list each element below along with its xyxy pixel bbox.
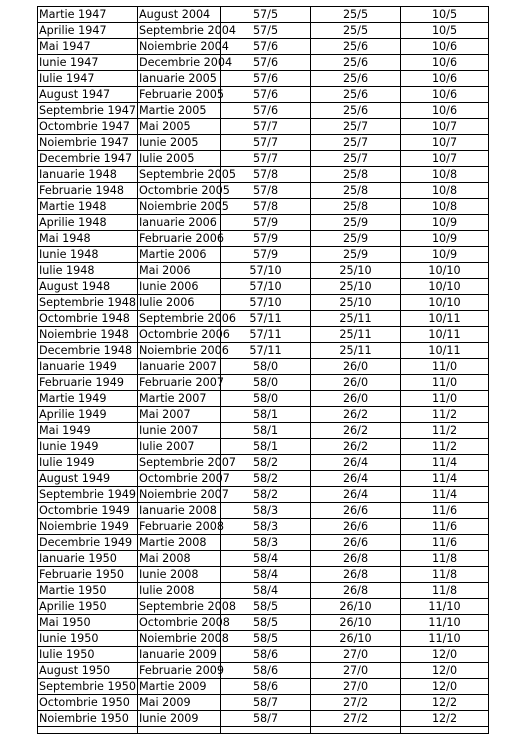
table-cell: Martie 1950: [38, 583, 138, 599]
table-cell: 11/8: [401, 551, 489, 567]
table-cell: 25/11: [311, 327, 401, 343]
table-cell: 58/0: [221, 391, 311, 407]
table-cell: 11/4: [401, 455, 489, 471]
table-cell: 25/8: [311, 167, 401, 183]
table-cell: 25/8: [311, 199, 401, 215]
table-cell-empty: [38, 727, 138, 734]
table-row: [38, 503, 489, 519]
table-cell: 10/8: [401, 167, 489, 183]
table-cell: 26/2: [311, 423, 401, 439]
table-cell: 25/10: [311, 279, 401, 295]
table-row: [38, 695, 489, 711]
table-row: [38, 247, 489, 263]
table-cell: 11/8: [401, 567, 489, 583]
table-cell: Noiembrie 1950: [38, 711, 138, 727]
table-cell: 10/7: [401, 151, 489, 167]
table-cell: 57/9: [221, 215, 311, 231]
table-row-partial: [38, 727, 489, 734]
table-cell: 12/0: [401, 647, 489, 663]
table-row: [38, 119, 489, 135]
table-cell: 11/2: [401, 423, 489, 439]
table-row: [38, 599, 489, 615]
table-cell: Ianuarie 1949: [38, 359, 138, 375]
table-cell: Decembrie 1947: [38, 151, 138, 167]
table-cell: 11/6: [401, 503, 489, 519]
table-cell: 11/6: [401, 535, 489, 551]
table-cell: 11/10: [401, 615, 489, 631]
table-row: [38, 487, 489, 503]
table-cell: Septembrie 2005: [139, 168, 236, 181]
table-cell: Decembrie 2004: [139, 56, 233, 69]
table-cell: Ianuarie 1950: [38, 551, 138, 567]
table-cell: Mai 2008: [138, 551, 221, 567]
table-cell: 11/10: [401, 631, 489, 647]
table-cell: 10/11: [401, 327, 489, 343]
table-cell: 25/6: [311, 87, 401, 103]
table-cell: 10/11: [401, 343, 489, 359]
table-cell: 11/2: [401, 407, 489, 423]
table-cell: 58/5: [221, 631, 311, 647]
table-row: [38, 135, 489, 151]
table-cell: 57/5: [221, 23, 311, 39]
table-cell: Septembrie 2008: [139, 600, 236, 613]
table-cell: Octombrie 1950: [38, 695, 138, 711]
table-cell: 27/2: [311, 695, 401, 711]
table-cell: 27/2: [311, 711, 401, 727]
table-cell: 12/0: [401, 679, 489, 695]
table-row: [38, 631, 489, 647]
table-cell: Martie 2005: [138, 103, 221, 119]
table-cell: 11/0: [401, 391, 489, 407]
table-cell: Octombrie 1947: [38, 119, 138, 135]
table-cell: 58/5: [221, 615, 311, 631]
table-cell: 25/6: [311, 39, 401, 55]
table-cell: Mai 1947: [38, 39, 138, 55]
table-cell: Februarie 1950: [38, 567, 138, 583]
table-cell: Iulie 1948: [38, 263, 138, 279]
table-cell: 10/11: [401, 311, 489, 327]
table-cell: Iunie 2009: [138, 711, 221, 727]
table-cell: 10/5: [401, 23, 489, 39]
table-cell: Noiembrie 2007: [139, 488, 229, 501]
table-cell: 25/9: [311, 231, 401, 247]
table-cell: Aprilie 1948: [38, 215, 138, 231]
table-cell: 57/7: [221, 151, 311, 167]
table-cell: 10/6: [401, 55, 489, 71]
table-cell: 25/6: [311, 103, 401, 119]
table-cell: Mai 1949: [38, 423, 138, 439]
table-cell: 26/8: [311, 567, 401, 583]
table-cell: 11/0: [401, 375, 489, 391]
table-cell: 57/6: [221, 39, 311, 55]
table-cell: Iunie 2005: [138, 135, 221, 151]
table-cell: 57/9: [221, 247, 311, 263]
table-cell: 25/7: [311, 135, 401, 151]
table-row: [38, 711, 489, 727]
table-cell: Aprilie 1947: [38, 23, 138, 39]
table-cell: Februarie 2008: [139, 520, 224, 533]
table-cell: 26/0: [311, 359, 401, 375]
table-cell: Aprilie 1950: [38, 599, 138, 615]
table-cell: Septembrie 2007: [139, 456, 236, 469]
table-cell: 10/6: [401, 103, 489, 119]
table-cell: 57/11: [221, 311, 311, 327]
table-cell: 26/2: [311, 439, 401, 455]
table-cell: Noiembrie 2006: [139, 344, 229, 357]
table-cell: 10/9: [401, 215, 489, 231]
table-row: [38, 583, 489, 599]
table-cell: Martie 1949: [38, 391, 138, 407]
table-row: [38, 567, 489, 583]
table-cell: 57/7: [221, 119, 311, 135]
table-cell: August 1948: [38, 279, 138, 295]
table-cell: 26/8: [311, 583, 401, 599]
table-cell: 25/7: [311, 119, 401, 135]
table-cell: 25/6: [311, 55, 401, 71]
table-cell: Martie 1947: [38, 7, 138, 23]
table-cell: 58/7: [221, 695, 311, 711]
table-cell-empty: [221, 727, 311, 734]
table-cell: Februarie 1948: [38, 183, 138, 199]
table-cell: 25/8: [311, 183, 401, 199]
table-row: [38, 295, 489, 311]
table-cell-empty: [138, 727, 221, 734]
table-cell: Martie 2009: [138, 679, 221, 695]
table-row: [38, 391, 489, 407]
table-cell: 10/7: [401, 119, 489, 135]
table-cell: Ianuarie 1948: [38, 167, 138, 183]
table-cell: Decembrie 1948: [38, 343, 138, 359]
table-cell: Ianuarie 2009: [138, 647, 221, 663]
table-cell: Iunie 2007: [138, 423, 221, 439]
table-cell: 27/0: [311, 663, 401, 679]
table-row: [38, 7, 489, 23]
table-cell: 58/7: [221, 711, 311, 727]
table-cell: 57/11: [221, 327, 311, 343]
table-row: [38, 23, 489, 39]
table-cell: 26/6: [311, 503, 401, 519]
table-cell: 26/10: [311, 615, 401, 631]
table-cell: 26/0: [311, 375, 401, 391]
table-cell: Iulie 1950: [38, 647, 138, 663]
table-cell: 58/1: [221, 423, 311, 439]
table-cell: Februarie 2006: [139, 232, 224, 245]
table-cell: Iulie 2007: [138, 439, 221, 455]
table-row: [38, 535, 489, 551]
table-cell: 11/0: [401, 359, 489, 375]
table-cell: Noiembrie 1948: [38, 327, 138, 343]
table-cell: Ianuarie 2006: [138, 215, 221, 231]
table-row: [38, 343, 489, 359]
table-cell: 57/8: [221, 183, 311, 199]
table-cell: 58/3: [221, 519, 311, 535]
table-cell: 58/0: [221, 359, 311, 375]
table-cell: 58/1: [221, 439, 311, 455]
table-cell: 12/2: [401, 711, 489, 727]
table-cell: Decembrie 1949: [38, 535, 138, 551]
table-cell: 25/7: [311, 151, 401, 167]
table-cell: 58/2: [221, 471, 311, 487]
table-cell: 26/6: [311, 535, 401, 551]
table-cell: 27/0: [311, 647, 401, 663]
table-cell: August 1950: [38, 663, 138, 679]
table-cell: Iulie 1947: [38, 71, 138, 87]
table-cell: 57/5: [221, 7, 311, 23]
table-cell: 10/6: [401, 71, 489, 87]
table-cell: 25/5: [311, 7, 401, 23]
table-cell: 10/8: [401, 199, 489, 215]
table-row: [38, 327, 489, 343]
table-cell: 57/8: [221, 167, 311, 183]
table-cell: 57/6: [221, 71, 311, 87]
table-row: [38, 551, 489, 567]
table-row: [38, 663, 489, 679]
table-row: [38, 455, 489, 471]
table-row: [38, 151, 489, 167]
table-cell: 25/5: [311, 23, 401, 39]
table-cell: Ianuarie 2007: [138, 359, 221, 375]
table-cell: 10/5: [401, 7, 489, 23]
table-cell: Iunie 1949: [38, 439, 138, 455]
table-cell: Iulie 2005: [138, 151, 221, 167]
table-cell: 58/4: [221, 551, 311, 567]
table-row: [38, 71, 489, 87]
table-cell: 58/6: [221, 663, 311, 679]
table-cell: Mai 2006: [138, 263, 221, 279]
table-cell: 57/10: [221, 295, 311, 311]
table-cell: 58/6: [221, 647, 311, 663]
table-cell: 26/10: [311, 599, 401, 615]
table-row: [38, 167, 489, 183]
table-row: [38, 407, 489, 423]
table-cell-empty: [401, 727, 489, 734]
table-cell: 58/4: [221, 567, 311, 583]
table-cell: Februarie 2005: [139, 88, 224, 101]
table-cell: 58/4: [221, 583, 311, 599]
table-cell: 57/9: [221, 231, 311, 247]
table-cell: Mai 1948: [38, 231, 138, 247]
table-cell: 11/4: [401, 487, 489, 503]
table-row: [38, 279, 489, 295]
table-cell: Februarie 2009: [139, 664, 224, 677]
table-cell: 10/7: [401, 135, 489, 151]
table-cell: 12/0: [401, 663, 489, 679]
table-cell: 26/4: [311, 487, 401, 503]
table-cell: Iunie 1950: [38, 631, 138, 647]
table-cell: 11/6: [401, 519, 489, 535]
table-cell: 25/10: [311, 295, 401, 311]
table-cell: Septembrie 2006: [139, 312, 236, 325]
table-cell: 26/6: [311, 519, 401, 535]
table-cell: 11/8: [401, 583, 489, 599]
table-cell-empty: [311, 727, 401, 734]
table-cell: 58/6: [221, 679, 311, 695]
table-cell: Martie 1948: [38, 199, 138, 215]
table-cell: 25/10: [311, 263, 401, 279]
table-cell: Martie 2008: [138, 535, 221, 551]
table-row: [38, 55, 489, 71]
table-cell: Noiembrie 1947: [38, 135, 138, 151]
table-cell: 10/8: [401, 183, 489, 199]
table-cell: 26/8: [311, 551, 401, 567]
table-cell: Iunie 2008: [138, 567, 221, 583]
table-cell: Octombrie 1949: [38, 503, 138, 519]
table-cell: Ianuarie 2005: [138, 71, 221, 87]
table-row: [38, 199, 489, 215]
table-cell: August 2004: [138, 7, 221, 23]
table-cell: Septembrie 2004: [139, 24, 236, 37]
table-cell: 25/6: [311, 71, 401, 87]
table-row: [38, 647, 489, 663]
table-cell: 58/3: [221, 503, 311, 519]
table-cell: Noiembrie 2004: [139, 40, 229, 53]
table-cell: Martie 2007: [138, 391, 221, 407]
table-cell: 10/9: [401, 231, 489, 247]
table-row: [38, 215, 489, 231]
table-cell: Aprilie 1949: [38, 407, 138, 423]
table-cell: Iunie 1948: [38, 247, 138, 263]
table-cell: 57/11: [221, 343, 311, 359]
table-cell: Noiembrie 2008: [139, 632, 229, 645]
table-cell: 10/10: [401, 279, 489, 295]
table-cell: 10/9: [401, 247, 489, 263]
table-cell: 58/2: [221, 487, 311, 503]
table-cell: Octombrie 2006: [139, 328, 230, 341]
table-row: [38, 615, 489, 631]
table-row: [38, 423, 489, 439]
table-cell: 10/10: [401, 295, 489, 311]
table-cell: 25/11: [311, 311, 401, 327]
table-cell: August 1949: [38, 471, 138, 487]
table-cell: Martie 2006: [138, 247, 221, 263]
table-cell: 57/6: [221, 103, 311, 119]
table-row: [38, 39, 489, 55]
table-cell: Mai 2007: [138, 407, 221, 423]
table-cell: 26/2: [311, 407, 401, 423]
table-cell: 57/7: [221, 135, 311, 151]
table-cell: Septembrie 1950: [39, 680, 136, 693]
table-cell: 57/10: [221, 279, 311, 295]
table-cell: Iulie 1949: [38, 455, 138, 471]
table-cell: 26/10: [311, 631, 401, 647]
table-cell: Octombrie 2008: [139, 616, 230, 629]
table-cell: Ianuarie 2008: [138, 503, 221, 519]
table-row: [38, 103, 489, 119]
table-cell: 11/2: [401, 439, 489, 455]
table-row: [38, 183, 489, 199]
table-cell: 10/6: [401, 39, 489, 55]
table-row: [38, 375, 489, 391]
table-cell: Noiembrie 2005: [139, 200, 229, 213]
table-row: [38, 87, 489, 103]
table-cell: Iulie 2008: [138, 583, 221, 599]
table-cell: 25/11: [311, 343, 401, 359]
table-cell: Septembrie 1948: [39, 296, 136, 309]
table-cell: 26/4: [311, 455, 401, 471]
table-row: [38, 359, 489, 375]
table-cell: Septembrie 1947: [39, 104, 136, 117]
table-cell: 57/8: [221, 199, 311, 215]
table-cell: Octombrie 1948: [38, 311, 138, 327]
table-row: [38, 311, 489, 327]
table-row: [38, 679, 489, 695]
table-row: [38, 471, 489, 487]
table-cell: Mai 2009: [138, 695, 221, 711]
table-cell: 57/10: [221, 263, 311, 279]
table-cell: Mai 2005: [138, 119, 221, 135]
table-cell: August 1947: [38, 87, 138, 103]
table-cell: 12/2: [401, 695, 489, 711]
table-cell: 25/9: [311, 247, 401, 263]
table-cell: 58/1: [221, 407, 311, 423]
table-cell: 58/2: [221, 455, 311, 471]
table-cell: 58/3: [221, 535, 311, 551]
table-cell: Mai 1950: [38, 615, 138, 631]
table-cell: Septembrie 1949: [39, 488, 136, 501]
table-cell: Octombrie 2005: [139, 184, 230, 197]
table-cell: Iunie 1947: [38, 55, 138, 71]
table-cell: 26/0: [311, 391, 401, 407]
table-cell: 26/4: [311, 471, 401, 487]
table-cell: 58/0: [221, 375, 311, 391]
table-row: [38, 439, 489, 455]
table-cell: 10/6: [401, 87, 489, 103]
table-cell: 11/10: [401, 599, 489, 615]
table-cell: Februarie 2007: [139, 376, 224, 389]
table-cell: 27/0: [311, 679, 401, 695]
table-cell: Iunie 2006: [138, 279, 221, 295]
table-cell: 10/10: [401, 263, 489, 279]
table-cell: Iulie 2006: [138, 295, 221, 311]
table-cell: Februarie 1949: [38, 375, 138, 391]
schedule-table-body: [38, 7, 489, 734]
schedule-table: [37, 6, 489, 734]
table-cell: 11/4: [401, 471, 489, 487]
table-row: [38, 519, 489, 535]
table-cell: 57/6: [221, 87, 311, 103]
table-cell: 57/6: [221, 55, 311, 71]
table-cell: Noiembrie 1949: [38, 519, 138, 535]
table-cell: 25/9: [311, 215, 401, 231]
table-row: [38, 263, 489, 279]
table-cell: Octombrie 2007: [139, 472, 230, 485]
table-row: [38, 231, 489, 247]
table-cell: 58/5: [221, 599, 311, 615]
